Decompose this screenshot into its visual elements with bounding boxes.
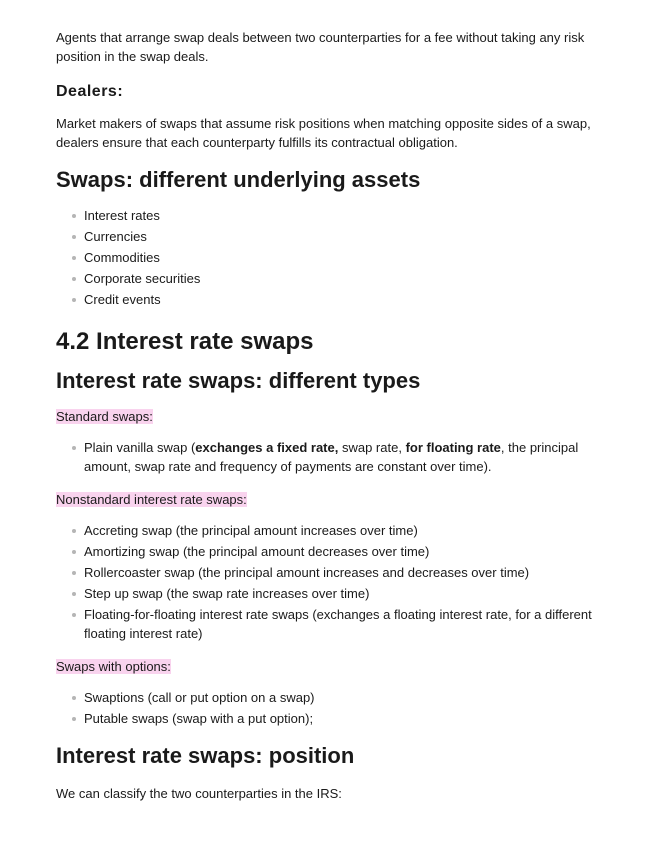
list-item: Interest rates bbox=[84, 206, 616, 225]
options-swaps-list bbox=[56, 688, 616, 728]
list-item: Putable swaps (swap with a put option); bbox=[84, 709, 616, 728]
dealers-heading: Dealers: bbox=[56, 83, 124, 100]
list-item: Step up swap (the swap rate increases over time) bbox=[84, 584, 616, 603]
position-description: We can classify the two counterparties in the IRS: bbox=[56, 786, 342, 801]
list-item: Commodities bbox=[84, 248, 616, 267]
list-item: Rollercoaster swap (the principal amount increases and decreases over time) bbox=[84, 563, 616, 582]
plain-vanilla-mid: swap rate, bbox=[338, 440, 406, 455]
brokers-description: Agents that arrange swap deals between two counterparties for a fee without taking any risk position in the swap deals. bbox=[56, 30, 585, 64]
plain-vanilla-bold-fixed: exchanges a fixed rate, bbox=[195, 440, 339, 455]
options-swaps-label: Swaps with options: bbox=[56, 659, 171, 674]
list-item: Floating-for-floating interest rate swaps (exchanges a floating interest rate, for a different floating interest rate) bbox=[84, 605, 616, 643]
plain-vanilla-prefix: Plain vanilla swap ( bbox=[84, 440, 196, 455]
standard-swaps-list bbox=[56, 438, 616, 476]
dealers-description: Market makers of swaps that assume risk positions when matching opposite sides of a swap, dealers ensure that each counterparty fulfills its contractual obligation. bbox=[56, 116, 591, 150]
plain-vanilla-suffix: , the principal amount, swap rate and frequency of payments are constant over time). bbox=[84, 440, 579, 474]
list-item: Swaptions (call or put option on a swap) bbox=[84, 688, 616, 707]
list-item bbox=[84, 438, 616, 476]
underlying-assets-list bbox=[56, 206, 616, 309]
underlying-assets-heading: Swaps: different underlying assets bbox=[56, 167, 421, 192]
nonstandard-swaps-list bbox=[56, 521, 616, 643]
section-title: 4.2 Interest rate swaps bbox=[56, 328, 314, 355]
list-item: Currencies bbox=[84, 227, 616, 246]
nonstandard-swaps-label: Nonstandard interest rate swaps: bbox=[56, 492, 247, 507]
document-page bbox=[56, 28, 616, 803]
nonstandard-swaps-label-row bbox=[56, 490, 616, 509]
options-swaps-label-row bbox=[56, 657, 616, 676]
types-heading: Interest rate swaps: different types bbox=[56, 368, 421, 393]
standard-swaps-label: Standard swaps: bbox=[56, 409, 153, 424]
list-item: Amortizing swap (the principal amount decreases over time) bbox=[84, 542, 616, 561]
list-item: Credit events bbox=[84, 290, 616, 309]
list-item: Accreting swap (the principal amount increases over time) bbox=[84, 521, 616, 540]
position-heading: Interest rate swaps: position bbox=[56, 743, 355, 768]
plain-vanilla-bold-floating: for floating rate bbox=[405, 440, 501, 455]
standard-swaps-label-row bbox=[56, 407, 616, 426]
list-item: Corporate securities bbox=[84, 269, 616, 288]
